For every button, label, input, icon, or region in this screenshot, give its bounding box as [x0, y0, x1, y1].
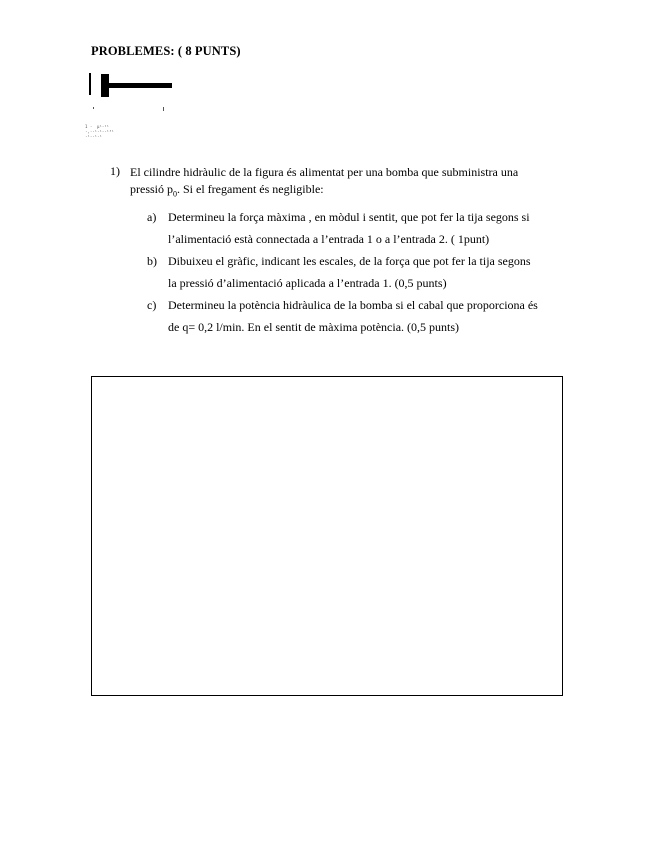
cylinder-wall-line	[89, 73, 91, 95]
sub-question-line: Dibuixeu el gràfic, indicant les escales, de la força que pot fer la tija segons	[168, 254, 531, 268]
question-line-2: pressió $p_0$. Si el fregament és negligible:	[130, 182, 324, 199]
sub-question-line: Determineu la potència hidràulica de la bomba si el cabal que proporciona és	[168, 298, 538, 312]
question-line-1: El cilindre hidràulic de la figura és alimentat per una bomba que subministra una	[130, 165, 519, 179]
question-statement	[130, 164, 560, 202]
pressure-subscript: 0	[173, 189, 177, 199]
section-heading: PROBLEMES: ( 8 PUNTS)	[91, 44, 241, 58]
figure-mark	[93, 107, 94, 109]
sub-question-label: b)	[147, 254, 157, 268]
sub-question-label: a)	[147, 210, 157, 224]
figure-residual-text: 1 · µ¹·¹¹ ·,··¹·¹··¹³¹ ·¹··¹·¹	[85, 124, 114, 139]
sub-question-line: Determineu la força màxima , en mòdul i sentit, que pot fer la tija segons si	[168, 210, 530, 224]
sub-question-line: l’alimentació està connectada a l’entrada 1 o a l’entrada 2. ( 1punt)	[168, 232, 490, 246]
question-number: 1)	[110, 164, 120, 178]
piston-rod	[104, 83, 172, 88]
figure-mark	[163, 107, 164, 111]
sub-question-label: c)	[147, 298, 157, 312]
sub-question-line: de q= 0,2 l/min. En el sentit de màxima potència. (0,5 punts)	[168, 320, 460, 334]
sub-question-line: la pressió d’alimentació aplicada a l’entrada 1. (0,5 punts)	[168, 276, 447, 290]
answer-box[interactable]	[91, 376, 563, 696]
